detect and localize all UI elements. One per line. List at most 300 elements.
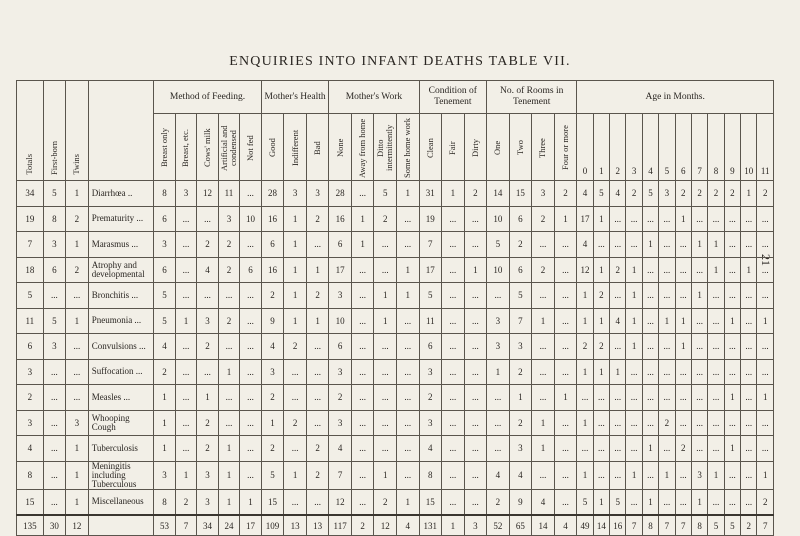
table-cell: ... (218, 410, 240, 436)
table-cell: 5 (509, 283, 532, 309)
table-cell: ... (691, 436, 707, 462)
table-cell: ... (724, 206, 740, 232)
table-cell: ... (43, 436, 66, 462)
table-cell: 1 (487, 359, 510, 385)
header-age-8: 8 (708, 114, 724, 181)
table-cell: 2 (306, 283, 329, 309)
table-cell: 2 (306, 461, 329, 489)
table-cell: ... (218, 334, 240, 360)
table-cell: 4 (487, 461, 510, 489)
table-cell: 2 (464, 181, 487, 207)
table-cell: ... (642, 385, 658, 411)
table-row (17, 461, 774, 489)
table-cell: 2 (554, 181, 577, 207)
table-cell: 1 (593, 359, 609, 385)
table-cell: ... (464, 308, 487, 334)
table-cell: ... (240, 461, 262, 489)
table-cell: ... (464, 283, 487, 309)
table-cell: 1 (218, 461, 240, 489)
table-cell: 8 (43, 206, 66, 232)
table-cell: ... (724, 334, 740, 360)
table-cell: ... (396, 436, 419, 462)
table-cell: 6 (154, 206, 176, 232)
table-cell: 17 (329, 257, 352, 283)
total-cell: 34 (197, 515, 219, 536)
table-cell: ... (374, 257, 397, 283)
table-cell: ... (464, 489, 487, 515)
table-cell: 15 (261, 489, 284, 515)
table-cell: ... (175, 257, 197, 283)
table-cell: 1 (691, 489, 707, 515)
table-cell: ... (642, 257, 658, 283)
total-cell: 52 (487, 515, 510, 536)
table-cell: ... (351, 385, 374, 411)
table-cell: ... (708, 385, 724, 411)
header-tenement-1: Fair (442, 114, 465, 181)
table-cell: 17 (419, 257, 442, 283)
table-cell: 10 (240, 206, 262, 232)
table-cell: ... (741, 308, 757, 334)
table-cell: 1 (175, 461, 197, 489)
table-cell: ... (240, 359, 262, 385)
table-cell: ... (691, 359, 707, 385)
table-cell: 1 (306, 257, 329, 283)
table-cell: ... (374, 385, 397, 411)
table-row (17, 308, 774, 334)
table-cell: ... (675, 257, 691, 283)
table-cell: ... (675, 489, 691, 515)
table-cell: ... (659, 489, 675, 515)
table-cell: ... (659, 232, 675, 258)
table-cell: 2 (197, 232, 219, 258)
table-cell: 5 (154, 283, 176, 309)
table-row (17, 489, 774, 515)
page-title: ENQUIRIES INTO INFANT DEATHS TABLE VII. (229, 54, 571, 69)
table-cell: ... (464, 334, 487, 360)
table-cell: 3 (532, 181, 555, 207)
table-cell: 3 (329, 410, 352, 436)
cause-cell: Diarrhœa .. (88, 181, 154, 207)
table-cell: 2 (284, 334, 307, 360)
table-cell: 1 (626, 308, 642, 334)
table-cell: 1 (306, 308, 329, 334)
header-rooms-2: Three (532, 114, 555, 181)
table-cell: 5 (154, 308, 176, 334)
table-cell: ... (554, 410, 577, 436)
table-cell: 2 (261, 436, 284, 462)
header-feeding-2: Cows' milk (197, 114, 219, 181)
total-cell: 135 (17, 515, 44, 536)
table-cell: 1 (396, 257, 419, 283)
table-cell: ... (374, 359, 397, 385)
table-cell: ... (642, 359, 658, 385)
table-cell: ... (351, 461, 374, 489)
header-health: Mother's Health (261, 81, 329, 114)
table-cell: 8 (154, 181, 176, 207)
header-health-2: Bad (306, 114, 329, 181)
cause-cell: Whooping Cough (88, 410, 154, 436)
table-cell: ... (464, 359, 487, 385)
table-cell: 1 (66, 489, 89, 515)
table-cell: ... (197, 283, 219, 309)
cause-cell: Meningitis including Tuberculous (88, 461, 154, 489)
table-cell: ... (554, 308, 577, 334)
table-cell: ... (66, 334, 89, 360)
table-cell: ... (675, 232, 691, 258)
table-cell: 1 (464, 257, 487, 283)
table-cell: ... (442, 436, 465, 462)
table-cell: 3 (419, 410, 442, 436)
table-cell: ... (374, 410, 397, 436)
table-cell: 4 (154, 334, 176, 360)
total-cell: 17 (240, 515, 262, 536)
table-cell: ... (724, 283, 740, 309)
table-cell: 2 (66, 257, 89, 283)
table-cell: 7 (509, 308, 532, 334)
cause-cell: Prematurity ... (88, 206, 154, 232)
total-cell: 5 (724, 515, 740, 536)
table-cell: 1 (626, 257, 642, 283)
table-cell: ... (610, 461, 626, 489)
cause-cell: Pneumonia ... (88, 308, 154, 334)
table-cell: 5 (17, 283, 44, 309)
table-cell: ... (642, 334, 658, 360)
total-cell: 14 (532, 515, 555, 536)
table-cell: ... (610, 283, 626, 309)
table-cell: ... (708, 334, 724, 360)
table-cell: ... (642, 461, 658, 489)
table-cell: 1 (218, 489, 240, 515)
table-cell: 11 (419, 308, 442, 334)
table-cell: ... (691, 334, 707, 360)
table-cell: ... (351, 283, 374, 309)
table-cell: 7 (17, 232, 44, 258)
table-cell: ... (741, 359, 757, 385)
table-cell: ... (577, 436, 593, 462)
table-cell: 1 (741, 257, 757, 283)
table-cell: 2 (306, 206, 329, 232)
table-cell: 3 (691, 461, 707, 489)
table-cell: ... (741, 334, 757, 360)
table-cell: 3 (487, 334, 510, 360)
table-row (17, 436, 774, 462)
table-cell: ... (532, 461, 555, 489)
table-cell: 1 (154, 410, 176, 436)
table-cell: ... (532, 385, 555, 411)
cause-cell: Bronchitis ... (88, 283, 154, 309)
table-cell: ... (554, 232, 577, 258)
table-cell: 2 (261, 385, 284, 411)
table-cell: ... (306, 385, 329, 411)
table-cell: 4 (577, 181, 593, 207)
table-cell: 1 (610, 359, 626, 385)
table-cell: 8 (154, 489, 176, 515)
table-cell: ... (240, 283, 262, 309)
table-cell: ... (741, 436, 757, 462)
table-row (17, 334, 774, 360)
table-cell: 1 (724, 385, 740, 411)
table-cell: ... (306, 232, 329, 258)
header-first-born: First-born (43, 81, 66, 181)
total-cell: 7 (626, 515, 642, 536)
table-cell: 1 (642, 489, 658, 515)
table-cell: 6 (329, 334, 352, 360)
table-cell: 2 (218, 308, 240, 334)
table-cell: ... (593, 385, 609, 411)
table-cell: 2 (175, 489, 197, 515)
table-cell: ... (642, 410, 658, 436)
table-cell: 1 (593, 308, 609, 334)
infant-deaths-table (16, 80, 774, 536)
table-cell: 2 (509, 410, 532, 436)
table-cell: ... (396, 206, 419, 232)
table-cell: ... (532, 232, 555, 258)
table-cell: 1 (577, 359, 593, 385)
table-cell: 2 (197, 436, 219, 462)
table-cell: 2 (757, 181, 774, 207)
table-cell: 3 (329, 359, 352, 385)
table-cell: ... (577, 385, 593, 411)
table-row (17, 181, 774, 207)
table-cell: 1 (66, 181, 89, 207)
table-cell: 1 (66, 308, 89, 334)
header-work-2: Ditto intermittently (374, 114, 397, 181)
table-cell: 12 (197, 181, 219, 207)
table-cell: ... (659, 334, 675, 360)
table-cell: 1 (724, 436, 740, 462)
table-cell: ... (626, 385, 642, 411)
table-cell: 1 (708, 257, 724, 283)
table-cell: 8 (419, 461, 442, 489)
table-cell: 5 (487, 232, 510, 258)
table-cell: ... (442, 283, 465, 309)
table-cell: 3 (261, 359, 284, 385)
header-work-0: None (329, 114, 352, 181)
cause-cell: Marasmus ... (88, 232, 154, 258)
table-cell: ... (240, 308, 262, 334)
table-cell: ... (757, 436, 774, 462)
table-cell: 6 (509, 257, 532, 283)
table-cell: 2 (659, 410, 675, 436)
table-cell: ... (43, 410, 66, 436)
table-cell: ... (442, 359, 465, 385)
table-cell: ... (396, 461, 419, 489)
table-cell: ... (284, 385, 307, 411)
table-cell: ... (175, 206, 197, 232)
table-cell: 6 (329, 232, 352, 258)
table-cell: 2 (593, 283, 609, 309)
table-cell: 4 (509, 461, 532, 489)
total-cell: 8 (691, 515, 707, 536)
table-cell: 3 (43, 334, 66, 360)
table-cell: ... (610, 436, 626, 462)
table-cell: 1 (154, 436, 176, 462)
header-age-1: 1 (593, 114, 609, 181)
header-age-9: 9 (724, 114, 740, 181)
total-cell: 49 (577, 515, 593, 536)
table-cell: 2 (509, 359, 532, 385)
table-cell: 31 (419, 181, 442, 207)
table-cell: ... (724, 461, 740, 489)
table-cell: 4 (610, 308, 626, 334)
table-cell: 2 (218, 232, 240, 258)
table-cell: 2 (197, 410, 219, 436)
table-cell: ... (659, 359, 675, 385)
table-cell: 5 (593, 181, 609, 207)
table-cell: 1 (154, 385, 176, 411)
header-age-3: 3 (626, 114, 642, 181)
table-cell: ... (675, 461, 691, 489)
table-cell: 3 (419, 359, 442, 385)
table-cell: 15 (419, 489, 442, 515)
table-cell: ... (610, 334, 626, 360)
table-cell: ... (351, 257, 374, 283)
totals-row (17, 515, 774, 536)
table-cell: 2 (532, 257, 555, 283)
table-cell: 1 (659, 461, 675, 489)
table-cell: 2 (675, 436, 691, 462)
table-cell: 1 (675, 334, 691, 360)
table-cell: ... (396, 334, 419, 360)
header-age-2: 2 (610, 114, 626, 181)
header-age-10: 10 (741, 114, 757, 181)
table-cell: 1 (374, 283, 397, 309)
table-cell: 1 (675, 206, 691, 232)
table-cell: 3 (197, 308, 219, 334)
table-cell: 3 (659, 181, 675, 207)
table-cell: ... (306, 359, 329, 385)
table-cell: ... (626, 489, 642, 515)
table-cell: 2 (577, 334, 593, 360)
table-cell: 6 (154, 257, 176, 283)
table-cell: 4 (610, 181, 626, 207)
table-cell: ... (724, 257, 740, 283)
table-cell: ... (464, 410, 487, 436)
table-cell: ... (741, 410, 757, 436)
table-cell: 2 (626, 181, 642, 207)
table-cell: ... (757, 232, 774, 258)
table-cell: 2 (261, 283, 284, 309)
table-cell: ... (724, 232, 740, 258)
table-row (17, 232, 774, 258)
cause-cell: Atrophy and developmental (88, 257, 154, 283)
total-cell: 13 (284, 515, 307, 536)
header-rooms: No. of Rooms in Tenement (487, 81, 577, 114)
table-cell: 3 (509, 334, 532, 360)
table-cell: ... (442, 385, 465, 411)
table-cell: 1 (532, 436, 555, 462)
table-cell: 2 (487, 489, 510, 515)
header-rooms-1: Two (509, 114, 532, 181)
table-cell: 1 (691, 283, 707, 309)
table-cell: ... (442, 410, 465, 436)
table-cell: ... (284, 489, 307, 515)
header-tenement-0: Clean (419, 114, 442, 181)
table-cell: ... (741, 232, 757, 258)
table-cell: 1 (509, 385, 532, 411)
header-feeding-0: Breast only (154, 114, 176, 181)
total-cell: 65 (509, 515, 532, 536)
table-cell: 9 (261, 308, 284, 334)
table-cell: ... (691, 410, 707, 436)
header-feeding: Method of Feeding. (154, 81, 262, 114)
table-cell: ... (741, 461, 757, 489)
table-cell: 1 (577, 410, 593, 436)
table-cell: 11 (17, 308, 44, 334)
header-age-0: 0 (577, 114, 593, 181)
header-feeding-3: Artificial and condensed (218, 114, 240, 181)
table-cell: 4 (17, 436, 44, 462)
table-cell: 3 (43, 232, 66, 258)
table-cell: 1 (374, 308, 397, 334)
total-cell: 12 (66, 515, 89, 536)
table-cell: 1 (374, 461, 397, 489)
table-cell: ... (240, 232, 262, 258)
table-row (17, 206, 774, 232)
table-cell: 5 (642, 181, 658, 207)
table-cell: ... (464, 206, 487, 232)
table-cell: 9 (509, 489, 532, 515)
table-cell: 15 (17, 489, 44, 515)
table-cell: ... (43, 489, 66, 515)
table-cell: ... (351, 489, 374, 515)
header-health-1: Indifferent (284, 114, 307, 181)
table-cell: 1 (593, 206, 609, 232)
table-cell: ... (464, 385, 487, 411)
cause-cell: Convulsions ... (88, 334, 154, 360)
table-cell: ... (442, 257, 465, 283)
table-cell: 2 (306, 436, 329, 462)
table-cell: ... (708, 206, 724, 232)
table-cell: ... (554, 334, 577, 360)
total-cell: 12 (374, 515, 397, 536)
total-cell: 4 (396, 515, 419, 536)
table-cell: ... (626, 232, 642, 258)
table-cell: 12 (329, 489, 352, 515)
table-cell: ... (464, 461, 487, 489)
table-cell: 2 (724, 181, 740, 207)
table-cell: 4 (261, 334, 284, 360)
table-cell: 1 (708, 461, 724, 489)
table-cell: ... (757, 206, 774, 232)
header-rooms-3: Four or more (554, 114, 577, 181)
total-cell: 5 (708, 515, 724, 536)
table-cell: 1 (675, 308, 691, 334)
table-cell: 3 (197, 489, 219, 515)
total-cell: 131 (419, 515, 442, 536)
table-cell: 3 (17, 410, 44, 436)
header-work: Mother's Work (329, 81, 419, 114)
table-cell: 2 (66, 206, 89, 232)
table-cell: ... (708, 308, 724, 334)
table-cell: ... (351, 359, 374, 385)
table-cell: 2 (593, 334, 609, 360)
table-cell: 1 (284, 257, 307, 283)
table-cell: ... (306, 489, 329, 515)
table-cell: ... (284, 359, 307, 385)
table-cell: 7 (329, 461, 352, 489)
table-cell: 1 (577, 283, 593, 309)
table-cell: ... (659, 257, 675, 283)
total-cell: 2 (741, 515, 757, 536)
table-cell: ... (708, 283, 724, 309)
table-cell: ... (442, 334, 465, 360)
header-feeding-4: Not fed (240, 114, 262, 181)
total-cell: 117 (329, 515, 352, 536)
table-cell: 5 (43, 308, 66, 334)
table-cell: 1 (691, 232, 707, 258)
table-cell: ... (351, 436, 374, 462)
